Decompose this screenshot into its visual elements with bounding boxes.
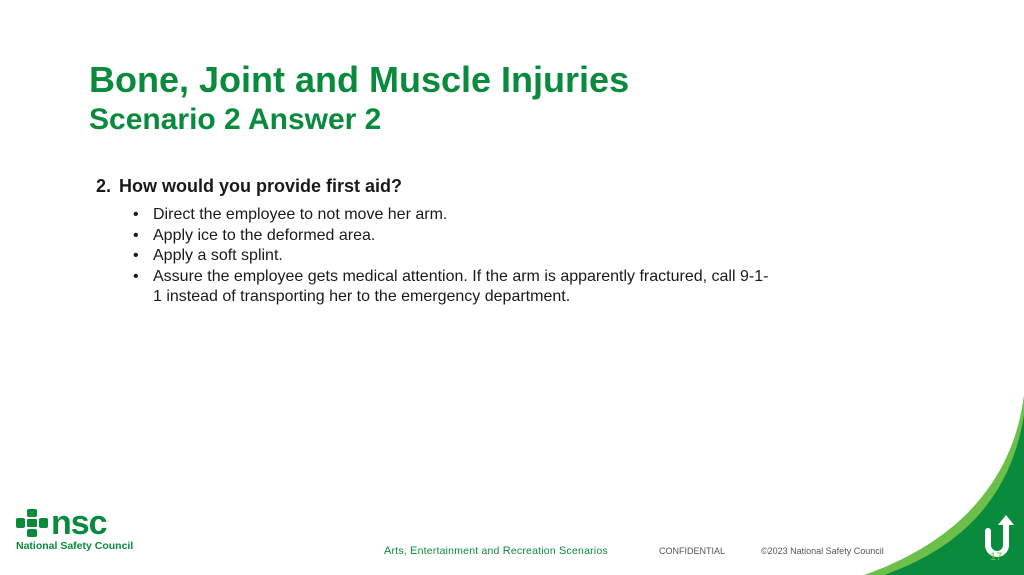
bullet-icon: • <box>133 247 139 264</box>
bullet-text: Apply ice to the deformed area. <box>153 226 376 244</box>
list-item <box>133 246 773 267</box>
list-item <box>133 226 773 247</box>
list-item <box>133 205 773 226</box>
footer-confidential: CONFIDENTIAL <box>659 546 726 556</box>
answer-bullet-list <box>133 205 773 308</box>
bullet-text: Apply a soft splint. <box>153 247 283 264</box>
question-number: 2. <box>96 176 112 196</box>
title-main: Bone, Joint and Muscle Injuries <box>89 59 630 100</box>
logo-letters: nsc <box>51 504 107 542</box>
bullet-text: Assure the employee gets medical attention. If the arm is apparently fractured, call 9-1-1 instead of transporting her to the emergency department. <box>153 267 769 305</box>
question <box>96 176 402 197</box>
footer-copyright: ©2023 National Safety Council <box>761 546 884 556</box>
bullet-icon: • <box>133 226 139 244</box>
bullet-icon: • <box>133 267 139 285</box>
list-item <box>133 267 773 308</box>
question-text: How would you provide first aid? <box>119 176 403 196</box>
footer-series-title: Arts, Entertainment and Recreation Scenarios <box>384 545 608 557</box>
nsc-cross-icon <box>16 509 48 537</box>
slide-title <box>89 58 629 138</box>
title-subtitle: Scenario 2 Answer 2 <box>89 103 382 136</box>
corner-swoosh-decoration <box>864 395 1024 575</box>
logo-org-name: National Safety Council <box>16 540 134 552</box>
bullet-icon: • <box>133 206 139 223</box>
nsc-logo <box>16 504 134 552</box>
page-number: 17 <box>990 551 1003 563</box>
bullet-text: Direct the employee to not move her arm. <box>153 206 448 223</box>
